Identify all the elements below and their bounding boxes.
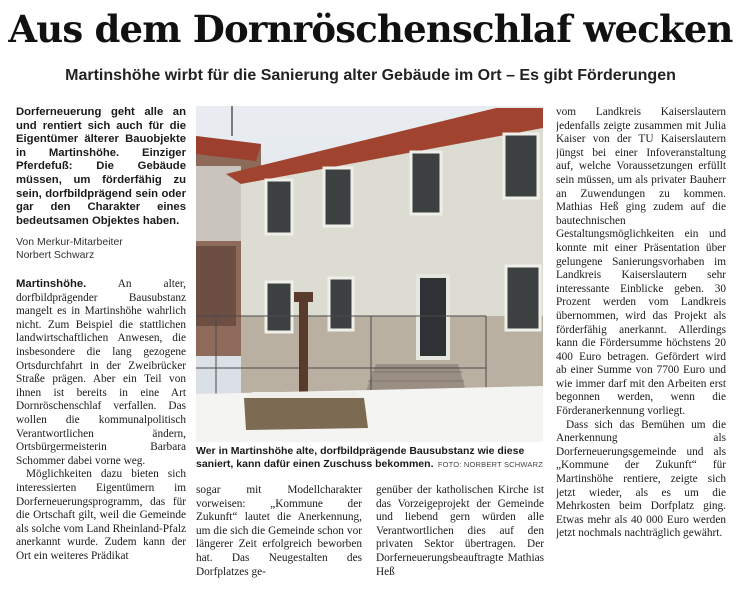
byline-author: Norbert Schwarz [16, 249, 95, 261]
dateline: Martinshöhe. [16, 278, 87, 290]
body-paragraph [16, 278, 186, 468]
body-paragraph: Möglichkeiten dazu bieten sich interessierten Eigentümern im Dorferneuerungsprogramm, das für die Ortschaft gilt, weil die Gemeinde als solche vom Land Rheinland-Pfalz anerkannt wurde. Zudem kann der Ort ein weiteres Prädikat [16, 468, 186, 562]
house-photo-illustration [196, 106, 543, 442]
body-column-4 [556, 106, 726, 586]
body-paragraph: sogar mit Modellcharakter vorweisen: „Kommune der Zukunft“ lautet die Anerkennung, um die sich die Gemeinde schon vor längerer Zeit erfolgreich beworben hat. Das Neugestalten des Dorfplatzes ge- [196, 484, 362, 578]
lead-paragraph: Dorferneuerung geht alle an und rentiert sich auch für die Eigentümer älterer Bauobjekte in Martinshöhe. Einziger Pferdefuß: Die Gebäude müssen, um förderfähig zu sein, dorfbildprägend sein oder gar den Charakter eines bedeutsamen Objektes haben. [16, 106, 186, 227]
byline [16, 236, 186, 262]
body-paragraph: Dass sich das Bemühen um die Anerkennung als Dorferneuerungsgemeinde und als „Kommune der Zukunft“ für Martinshöhe rentiere, zeigte sich jetzt wieder, als es um die Mehrkosten beim Dorfplatz ging. Etwas mehr als 40 000 Euro werden jetzt nochmals nachträglich gewährt. [556, 418, 726, 540]
body-text: An alter, dorfbildprägender Bausubstanz mangelt es in Martinshöhe wahrlich nicht. Zum Beispiel die stattlichen landwirtschaftlichen Anwesen, die insbesondere die lang gezogene Ortsdurchfahrt in der Zweibrücker Straße prägen. Aber ein Teil von ihnen ist bereits in eine Art Dornröschenschlaf verfallen. Das wollen die kommunalpolitisch Verantwortlichen ändern, Ortsbürgermeisterin Barbara Schommer dabei vorne weg. [16, 278, 186, 467]
caption-text: Wer in Martinshöhe alte, dorfbildprägende Bausubstanz wie diese saniert, kann dafür einen Zuschuss bekommen. [196, 445, 525, 470]
body-column-1 [16, 278, 186, 584]
byline-line-1: Von Merkur-Mitarbeiter [16, 236, 123, 248]
photo-caption [196, 445, 543, 471]
body-column-3 [376, 484, 544, 584]
body-paragraph: genüber der katholischen Kirche ist das Vorzeigeprojekt der Gemeinde und liebend gern würden alle Verantwortlichen dies auf den privaten Sektor übertragen. Der Dorferneuerungsbeauftragte Mathias Heß [376, 484, 544, 578]
subheadline: Martinshöhe wirbt für die Sanierung alter Gebäude im Ort – Es gibt Förderungen [65, 67, 676, 84]
photo-credit: FOTO: NORBERT SCHWARZ [437, 460, 543, 469]
body-column-2 [196, 484, 362, 584]
house-photo [196, 106, 543, 442]
body-paragraph: vom Landkreis Kaiserslautern jedenfalls zeigte zusammen mit Julia Kaiser von der TU Kaiserslautern jüngst bei einer Infoveranstaltung auf, welche Voraussetzungen erfüllt sein müssen, um als privater Bauherr an Zuwendungen zu kommen. Mathias Heß ging zudem auf die bautechnischen Gestaltungsmöglichkeiten ein und konnte mit einer Präsentation über gelungene Sanierungsvorhaben im Landkreis Kaiserslautern sehr interessante Einblicke geben. 30 Prozent werden vom Landkreis übernommen, wird das Projekt als förderfähig anerkannt. Allerdings kann die Fördersumme höchstens 20 400 Euro betragen. Gefördert wird ab einer Summe von 7700 Euro und wie immer darf mit den Arbeiten erst begonnen werden, wenn die Förderanerkennung vorliegt. [556, 106, 726, 418]
headline: Aus dem Dornröschenschlaf wecken [8, 7, 733, 51]
